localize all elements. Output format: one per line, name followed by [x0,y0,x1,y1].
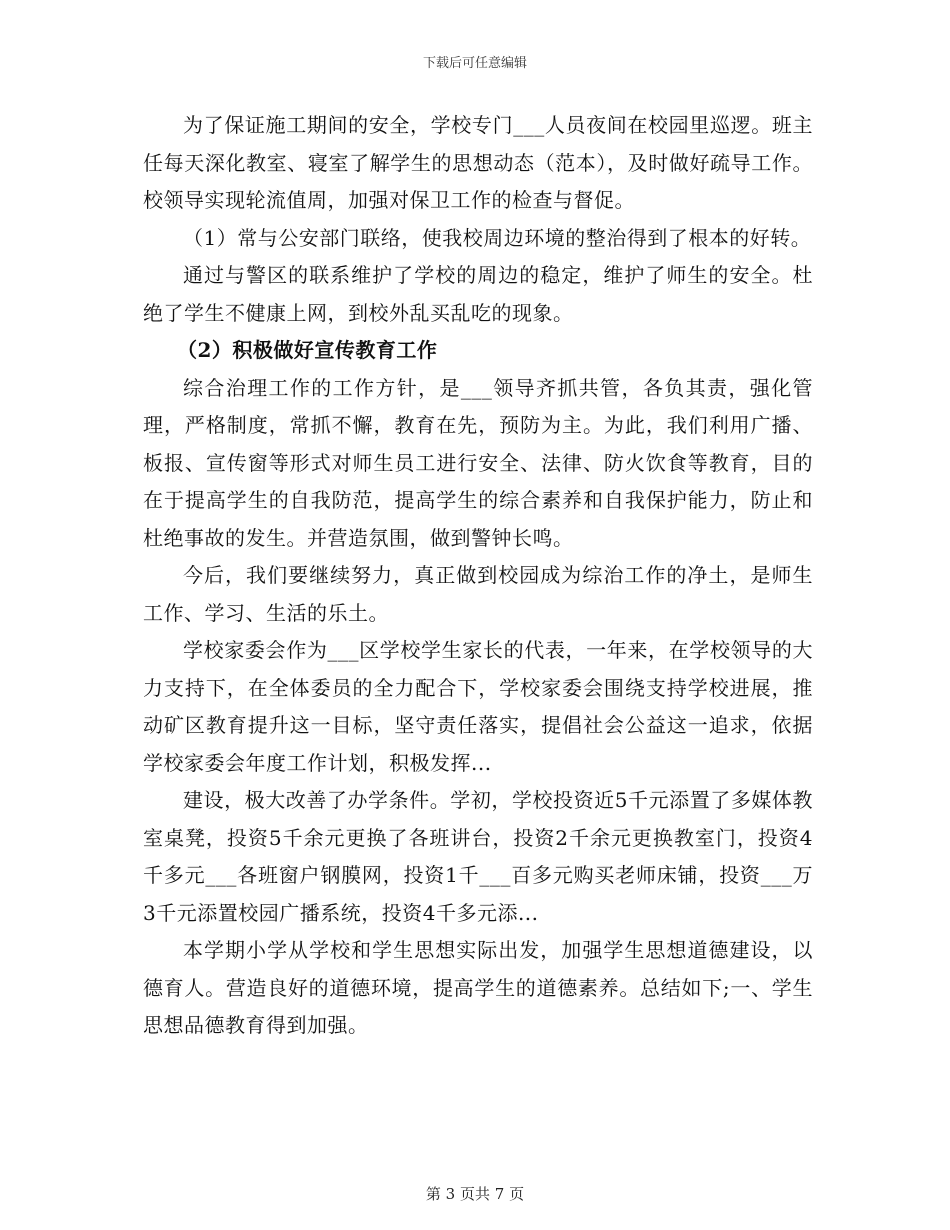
paragraph-future-effort: 今后，我们要继续努力，真正做到校园成为综治工作的净土，是师生工作、学习、生活的乐土。 [143,563,813,625]
section-heading-publicity: （2）积极做好宣传教育工作 [177,338,438,362]
page-number-footer: 第 3 页共 7 页 [425,1185,525,1203]
paragraph-moral-education: 本学期小学从学校和学生思想实际出发，加强学生思想道德建设，以德育人。营造良好的道德环境，提高学生的道德素养。总结如下;一、学生思想品德教育得到加强。 [143,938,813,1037]
page-header-note: 下载后可任意编辑 [422,56,527,71]
paragraph-governance-policy: 综合治理工作的工作方针，是___领导齐抓共管，各负其责，强化管理，严格制度，常抓不懈，教育在先，预防为主。为此，我们利用广播、板报、宣传窗等形式对师生员工进行安全、法律、防火饮食等教育，目的在于提高学生的自我防范，提高学生的综合素养和自我保护能力，防止和杜绝事故的发生。并营造氛围，做到警钟长鸣。 [143,375,813,550]
paragraph-police-liaison: （1）常与公安部门联络，使我校周边环境的整治得到了根本的好转。 [183,225,812,250]
paragraph-security-patrol: 为了保证施工期间的安全，学校专门___人员夜间在校园里巡逻。班主任每天深化教室、寝室了解学生的思想动态（范本），及时做好疏导工作。校领导实现轮流值周，加强对保卫工作的检查与督促。 [143,113,813,212]
paragraph-parent-committee: 学校家委会作为___区学校学生家长的代表，一年来，在学校领导的大力支持下，在全体委员的全力配合下，学校家委会围绕支持学校进展，推动矿区教育提升这一目标，坚守责任落实，提倡社会公益这一追求，依据学校家委会年度工作计划，积极发挥... [143,638,813,775]
paragraph-police-district: 通过与警区的联系维护了学校的周边的稳定，维护了师生的安全。杜绝了学生不健康上网，到校外乱买乱吃的现象。 [143,263,813,325]
document-body [143,107,813,1045]
paragraph-infrastructure-investment: 建设，极大改善了办学条件。学初，学校投资近5千元添置了多媒体教室桌凳，投资5千余元更换了各班讲台，投资2千余元更换教室门，投资4千多元___各班窗户钢膜网，投资1千___百多元购买老师床铺，投资___万3千元添置校园广播系统，投资4千多元添... [143,788,813,925]
